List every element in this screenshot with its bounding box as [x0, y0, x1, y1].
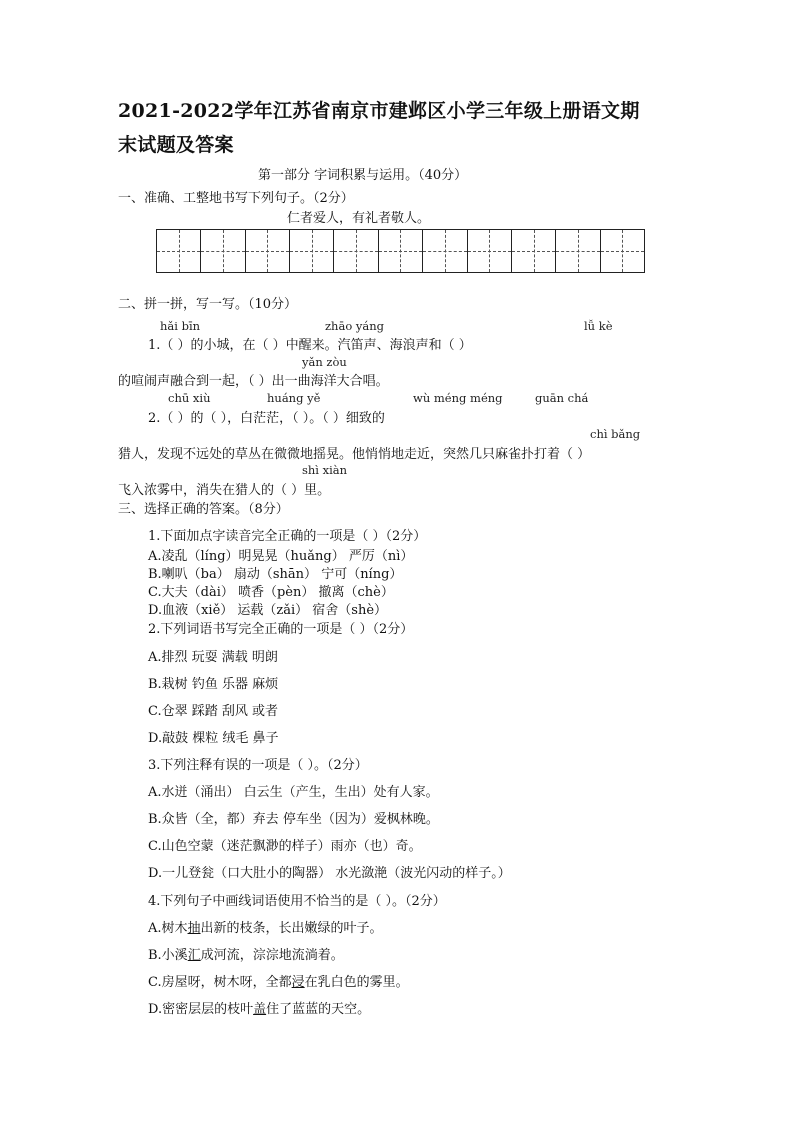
q3-option-c: C.山色空蒙（迷茫飘渺的样子）雨亦（也）奇。: [148, 839, 422, 854]
pinyin: huáng yě: [267, 391, 321, 405]
grid-cell[interactable]: [379, 230, 423, 272]
q1-stem: 1.下面加点字读音完全正确的一项是（ ）（2分）: [148, 529, 427, 544]
q2-option-c: C.仓翠 踩踏 刮风 或者: [148, 704, 279, 719]
q2-option-a: A.排烈 玩耍 满载 明朗: [148, 650, 278, 665]
q1-option-b: B.喇叭（ba） 扇动（shān） 宁可（níng）: [148, 567, 403, 582]
option-text: A.树木: [148, 921, 188, 936]
q2-option-d: D.敲鼓 棵粒 绒毛 鼻子: [148, 731, 279, 746]
option-text: 在乳白色的雾里。: [304, 975, 409, 990]
option-text: 出新的枝条，长出嫩绿的叶子。: [200, 921, 383, 936]
part1-heading: 第一部分 字词积累与运用。（40分）: [258, 168, 468, 183]
section2-heading: 二、拼一拼，写一写。（10分）: [118, 297, 298, 312]
q3-option-d: D.一儿登瓮（口大肚小的陶器） 水光潋滟（波光闪动的样子。）: [148, 866, 511, 881]
underlined-word: 抽: [187, 921, 201, 936]
grid-cell[interactable]: [468, 230, 512, 272]
option-text: B.小溪: [148, 948, 188, 963]
fill-line-5: 飞入浓雾中，消失在猎人的（ ）里。: [118, 483, 331, 498]
grid-cell[interactable]: [334, 230, 378, 272]
underlined-word: 汇: [187, 948, 201, 963]
section1-heading: 一、准确、工整地书写下列句子。（2分）: [118, 191, 354, 206]
grid-cell[interactable]: [246, 230, 290, 272]
doc-title-line2: 末试题及答案: [118, 134, 234, 156]
grid-cell[interactable]: [157, 230, 201, 272]
underlined-word: 盖: [253, 1002, 267, 1017]
q1-option-d: D.血液（xiě） 运载（zǎi） 宿舍（shè）: [148, 603, 388, 618]
writing-grid[interactable]: [156, 229, 645, 273]
q3-option-a: A.水迸（涌出） 白云生（产生，生出）处有人家。: [148, 785, 439, 800]
fill-line-1: 1.（ ）的小城，在（ ）中醒来。汽笛声、海浪声和（ ）: [148, 338, 472, 353]
grid-cell[interactable]: [601, 230, 644, 272]
grid-cell[interactable]: [556, 230, 600, 272]
q3-option-b: B.众皆（全，都）弃去 停车坐（因为）爱枫林晚。: [148, 812, 439, 827]
pinyin: zhāo yáng: [325, 319, 385, 333]
pinyin: yǎn zòu: [302, 355, 347, 369]
option-text: D.密密层层的枝叶: [148, 1002, 254, 1017]
option-text: 住了蓝蓝的天空。: [266, 1002, 371, 1017]
q1-option-a: A.凌乱（líng）明晃晃（huǎng） 严厉（nì）: [148, 549, 414, 564]
pinyin: chì bǎng: [590, 427, 641, 441]
fill-line-2: 的喧闹声融合到一起，（ ）出一曲海洋大合唱。: [118, 374, 389, 389]
grid-cell[interactable]: [423, 230, 467, 272]
pinyin: guān chá: [535, 391, 589, 405]
q3-stem: 3.下列注释有误的一项是（ ）。（2分）: [148, 758, 368, 773]
grid-cell[interactable]: [512, 230, 556, 272]
q4-option-d: [148, 998, 370, 1017]
grid-cell[interactable]: [290, 230, 334, 272]
doc-title-line1: 2021-2022学年江苏省南京市建邺区小学三年级上册语文期: [118, 100, 640, 122]
fill-line-3: 2.（ ）的（ ），白茫茫，（ ）。（ ）细致的: [148, 411, 385, 426]
q4-option-c: [148, 971, 409, 990]
copy-sentence: 仁者爱人，有礼者敬人。: [287, 211, 431, 226]
q2-option-b: B.栽树 钓鱼 乐器 麻烦: [148, 677, 279, 692]
fill-line-4: 猎人，发现不远处的草丛在微微地摇晃。他悄悄地走近，突然几只麻雀扑打着（ ）: [118, 447, 591, 462]
pinyin: chū xiù: [168, 391, 211, 405]
section3-heading: 三、选择正确的答案。（8分）: [118, 502, 289, 517]
q4-option-b: [148, 944, 344, 963]
option-text: C.房屋呀，树木呀，全都: [148, 975, 292, 990]
pinyin: hǎi bīn: [160, 319, 201, 333]
q4-stem: 4.下列句子中画线词语使用不恰当的是（ ）。（2分）: [148, 894, 446, 909]
q4-option-a: [148, 917, 383, 936]
pinyin: shì xiàn: [302, 463, 348, 477]
grid-cell[interactable]: [201, 230, 245, 272]
underlined-word: 浸: [291, 975, 305, 990]
option-text: 成河流，淙淙地流淌着。: [200, 948, 344, 963]
pinyin: lǚ kè: [584, 319, 613, 333]
pinyin: wù méng méng: [413, 391, 503, 405]
q2-stem: 2.下列词语书写完全正确的一项是（ ）（2分）: [148, 622, 414, 637]
q1-option-c: C.大夫（dài） 喷香（pèn） 撤离（chè）: [148, 585, 394, 600]
